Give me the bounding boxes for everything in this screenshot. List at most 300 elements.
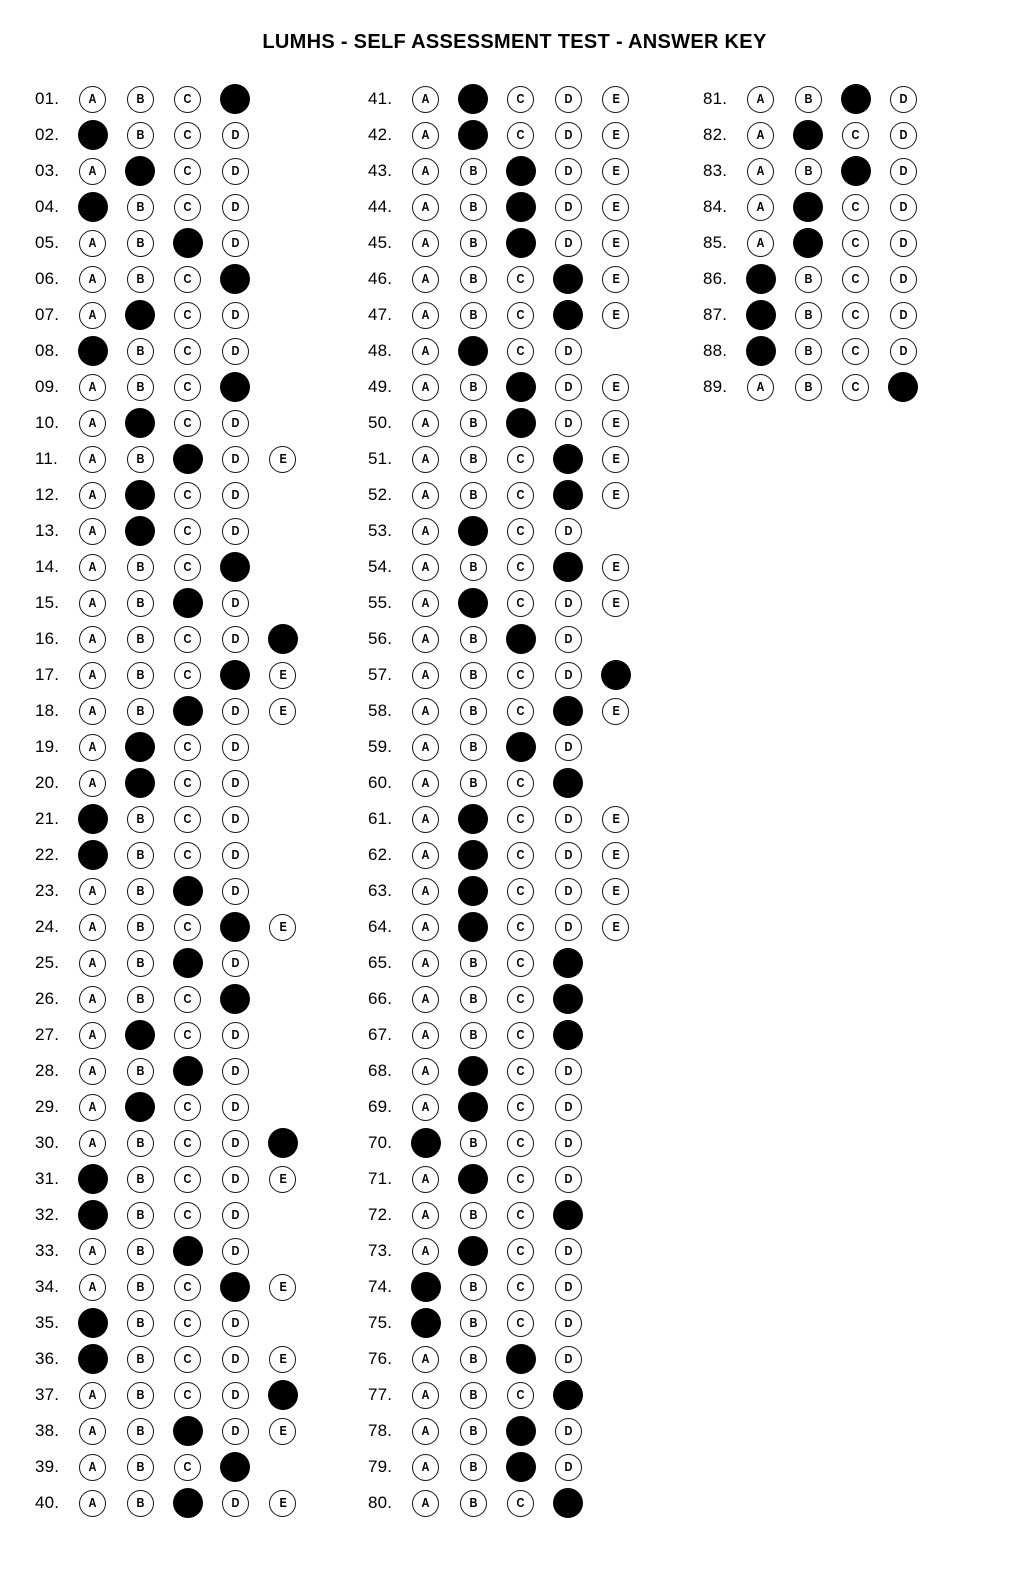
option-bubble-a — [412, 770, 439, 797]
question-number: 66. — [368, 989, 393, 1008]
option-letter: A — [88, 1459, 97, 1474]
option-slot-c — [497, 765, 545, 801]
option-letter: B — [469, 163, 478, 178]
option-slot-d — [212, 1449, 260, 1485]
option-bubble-c — [507, 590, 534, 617]
option-slot-d — [212, 225, 260, 261]
answer-bubble-filled-b — [458, 912, 488, 942]
option-letter: B — [469, 379, 478, 394]
answer-bubble-filled-b — [125, 300, 155, 330]
option-letter: C — [516, 1135, 525, 1150]
option-slot-c — [164, 549, 212, 585]
option-slot-c — [164, 1305, 212, 1341]
answer-bubble-filled-d — [220, 264, 250, 294]
option-letter: C — [516, 595, 525, 610]
option-bubble-c — [174, 1202, 201, 1229]
option-slot-a — [737, 117, 785, 153]
answer-bubble-filled-b — [793, 192, 823, 222]
option-bubble-a — [412, 1022, 439, 1049]
option-letter: A — [421, 1099, 430, 1114]
option-letter: C — [183, 487, 192, 502]
option-slot-d — [545, 81, 593, 117]
answer-bubble-filled-a — [746, 300, 776, 330]
option-bubble-d — [222, 1166, 249, 1193]
option-slot-c — [164, 1485, 212, 1521]
option-letter: D — [231, 1423, 240, 1438]
option-slot-d — [212, 693, 260, 729]
option-slot-c — [164, 1269, 212, 1305]
question-row — [35, 765, 307, 801]
option-letter: C — [183, 919, 192, 934]
option-slot-a — [402, 1485, 450, 1521]
question-row — [35, 153, 307, 189]
option-bubble-d — [222, 734, 249, 761]
question-number: 17. — [35, 665, 60, 684]
option-letter: E — [612, 163, 620, 178]
option-slot-c — [164, 693, 212, 729]
question-number: 27. — [35, 1025, 60, 1044]
option-slot-a — [402, 945, 450, 981]
option-slot-b — [785, 333, 833, 369]
option-slot-a — [402, 153, 450, 189]
answer-bubble-filled-b — [458, 516, 488, 546]
option-letter: D — [899, 127, 908, 142]
option-slot-a — [402, 81, 450, 117]
option-bubble-b — [127, 1310, 154, 1337]
option-slot-a — [737, 225, 785, 261]
option-bubble-b — [460, 302, 487, 329]
question-row — [368, 1377, 640, 1413]
option-letter: C — [183, 307, 192, 322]
option-bubble-d — [222, 338, 249, 365]
option-slot-b — [117, 1125, 165, 1161]
option-letter: A — [421, 271, 430, 286]
answer-bubble-filled-b — [458, 120, 488, 150]
option-letter: C — [183, 631, 192, 646]
option-bubble-c — [842, 266, 869, 293]
option-bubble-d — [555, 1058, 582, 1085]
option-slot-e — [259, 657, 307, 693]
option-slot-e — [592, 477, 640, 513]
answer-bubble-filled-d — [553, 1200, 583, 1230]
option-slot-c — [497, 1197, 545, 1233]
option-letter: A — [88, 1027, 97, 1042]
option-bubble-a — [79, 1490, 106, 1517]
option-slot-c — [164, 117, 212, 153]
question-row — [35, 1161, 307, 1197]
option-slot-b — [117, 1053, 165, 1089]
option-slot-d — [212, 1377, 260, 1413]
option-letter: B — [136, 235, 145, 250]
option-letter: D — [564, 1171, 573, 1186]
option-bubble-d — [222, 446, 249, 473]
question-number: 21. — [35, 809, 60, 828]
option-slot-c — [164, 81, 212, 117]
option-bubble-d — [555, 1454, 582, 1481]
option-slot-b — [450, 1449, 498, 1485]
option-letter: A — [421, 91, 430, 106]
option-bubble-c — [842, 230, 869, 257]
option-slot-c — [164, 513, 212, 549]
option-letter: D — [564, 235, 573, 250]
option-bubble-c — [174, 1310, 201, 1337]
question-row — [35, 1449, 307, 1485]
option-slot-a — [69, 1233, 117, 1269]
question-number: 61. — [368, 809, 393, 828]
option-bubble-a — [79, 554, 106, 581]
option-slot-b — [117, 1449, 165, 1485]
option-letter: B — [469, 235, 478, 250]
option-slot-a — [69, 1341, 117, 1377]
option-letter: B — [136, 703, 145, 718]
option-slot-e — [592, 117, 640, 153]
option-bubble-d — [555, 86, 582, 113]
option-slot-c — [497, 873, 545, 909]
option-slot-c — [164, 405, 212, 441]
option-bubble-a — [412, 518, 439, 545]
option-slot-b — [450, 513, 498, 549]
option-letter: A — [421, 919, 430, 934]
option-slot-c — [497, 261, 545, 297]
option-letter: D — [231, 199, 240, 214]
option-bubble-e — [602, 158, 629, 185]
option-slot-c — [497, 1017, 545, 1053]
option-letter: B — [136, 1423, 145, 1438]
option-letter: D — [899, 343, 908, 358]
option-bubble-a — [412, 122, 439, 149]
option-slot-a — [69, 801, 117, 837]
option-bubble-b — [127, 446, 154, 473]
option-bubble-a — [747, 158, 774, 185]
option-letter: B — [469, 991, 478, 1006]
option-letter: A — [88, 235, 97, 250]
option-letter: E — [612, 595, 620, 610]
question-row — [35, 1089, 307, 1125]
option-bubble-d — [222, 122, 249, 149]
option-letter: C — [183, 559, 192, 574]
question-number: 42. — [368, 125, 393, 144]
option-letter: D — [899, 91, 908, 106]
option-slot-c — [497, 369, 545, 405]
answer-bubble-filled-c — [506, 372, 536, 402]
option-letter: A — [421, 487, 430, 502]
option-slot-c — [164, 225, 212, 261]
option-slot-c — [497, 297, 545, 333]
option-letter: D — [231, 343, 240, 358]
option-bubble-a — [79, 302, 106, 329]
option-letter: C — [183, 1207, 192, 1222]
option-bubble-c — [174, 1094, 201, 1121]
option-letter: C — [516, 91, 525, 106]
option-bubble-a — [79, 1274, 106, 1301]
answer-bubble-filled-b — [125, 1020, 155, 1050]
option-letter: A — [88, 1063, 97, 1078]
option-slot-c — [497, 1161, 545, 1197]
option-letter: E — [612, 487, 620, 502]
option-slot-a — [69, 621, 117, 657]
option-bubble-a — [79, 950, 106, 977]
option-letter: C — [183, 739, 192, 754]
answer-bubble-filled-d — [553, 696, 583, 726]
option-slot-b — [117, 1377, 165, 1413]
option-bubble-d — [222, 1094, 249, 1121]
option-bubble-e — [602, 482, 629, 509]
option-letter: B — [804, 271, 813, 286]
option-slot-a — [402, 1089, 450, 1125]
option-letter: B — [136, 1459, 145, 1474]
option-slot-d — [545, 1269, 593, 1305]
option-slot-a — [69, 1449, 117, 1485]
option-letter: B — [469, 307, 478, 322]
option-letter: B — [136, 1315, 145, 1330]
option-slot-d — [545, 585, 593, 621]
option-slot-a — [402, 729, 450, 765]
option-slot-e — [259, 693, 307, 729]
option-letter: C — [851, 271, 860, 286]
question-row — [368, 909, 640, 945]
question-row — [35, 657, 307, 693]
option-slot-b — [450, 117, 498, 153]
option-slot-c — [497, 693, 545, 729]
option-slot-d — [212, 729, 260, 765]
option-letter: D — [564, 667, 573, 682]
answer-bubble-filled-b — [125, 516, 155, 546]
question-row — [35, 585, 307, 621]
option-slot-c — [497, 513, 545, 549]
question-number: 36. — [35, 1349, 60, 1368]
option-slot-d — [212, 117, 260, 153]
answer-bubble-filled-b — [458, 1092, 488, 1122]
option-letter: A — [421, 1027, 430, 1042]
option-bubble-a — [412, 1346, 439, 1373]
question-row — [35, 801, 307, 837]
question-row — [368, 1413, 640, 1449]
question-number: 53. — [368, 521, 393, 540]
option-letter: A — [421, 1171, 430, 1186]
option-slot-d — [212, 333, 260, 369]
option-slot-e — [592, 225, 640, 261]
option-slot-a — [69, 261, 117, 297]
option-slot-b — [450, 1341, 498, 1377]
option-slot-b — [450, 801, 498, 837]
option-bubble-d — [555, 230, 582, 257]
question-number: 79. — [368, 1457, 393, 1476]
option-slot-b — [117, 153, 165, 189]
option-letter: D — [231, 127, 240, 142]
option-bubble-c — [174, 1130, 201, 1157]
option-bubble-c — [174, 554, 201, 581]
option-slot-b — [117, 1305, 165, 1341]
option-bubble-d — [555, 1166, 582, 1193]
option-bubble-a — [412, 482, 439, 509]
answer-bubble-filled-c — [506, 156, 536, 186]
answer-bubble-filled-c — [173, 1416, 203, 1446]
option-slot-d — [545, 225, 593, 261]
option-bubble-b — [460, 446, 487, 473]
option-bubble-b — [127, 194, 154, 221]
option-letter: E — [612, 199, 620, 214]
option-bubble-b — [127, 374, 154, 401]
option-letter: C — [183, 199, 192, 214]
option-slot-a — [69, 765, 117, 801]
question-number: 47. — [368, 305, 393, 324]
answer-bubble-filled-d — [220, 660, 250, 690]
option-slot-c — [497, 657, 545, 693]
question-row — [368, 81, 640, 117]
question-number: 25. — [35, 953, 60, 972]
option-bubble-b — [127, 950, 154, 977]
question-row — [35, 1053, 307, 1089]
option-letter: B — [469, 703, 478, 718]
option-letter: C — [183, 1171, 192, 1186]
option-slot-b — [450, 333, 498, 369]
option-letter: A — [88, 1279, 97, 1294]
option-slot-b — [785, 225, 833, 261]
option-bubble-e — [269, 914, 296, 941]
option-slot-e — [592, 153, 640, 189]
option-letter: B — [469, 415, 478, 430]
option-slot-d — [545, 621, 593, 657]
option-slot-a — [402, 621, 450, 657]
option-slot-c — [497, 441, 545, 477]
option-letter: C — [183, 1027, 192, 1042]
option-slot-e — [592, 297, 640, 333]
answer-bubble-filled-d — [553, 1380, 583, 1410]
answer-bubble-filled-a — [746, 336, 776, 366]
option-bubble-a — [79, 1058, 106, 1085]
option-slot-b — [117, 225, 165, 261]
question-number: 11. — [35, 449, 58, 468]
answer-bubble-filled-d — [220, 552, 250, 582]
option-letter: C — [183, 667, 192, 682]
option-bubble-c — [174, 122, 201, 149]
option-slot-b — [117, 1017, 165, 1053]
option-letter: C — [516, 1315, 525, 1330]
option-letter: D — [231, 595, 240, 610]
option-slot-d — [545, 1017, 593, 1053]
question-number: 26. — [35, 989, 60, 1008]
option-letter: D — [231, 1171, 240, 1186]
option-letter: B — [136, 1135, 145, 1150]
question-row — [368, 1161, 640, 1197]
option-bubble-b — [127, 1058, 154, 1085]
option-slot-a — [402, 765, 450, 801]
option-bubble-b — [460, 662, 487, 689]
option-slot-d — [545, 981, 593, 1017]
option-slot-a — [402, 873, 450, 909]
option-bubble-a — [79, 158, 106, 185]
question-number: 09. — [35, 377, 60, 396]
option-bubble-e — [602, 194, 629, 221]
option-slot-e — [592, 369, 640, 405]
option-slot-b — [117, 1089, 165, 1125]
question-row — [35, 477, 307, 513]
option-slot-c — [497, 1413, 545, 1449]
option-slot-d — [212, 153, 260, 189]
option-slot-b — [117, 945, 165, 981]
option-letter: A — [88, 559, 97, 574]
answer-bubble-filled-d — [553, 1488, 583, 1518]
option-bubble-d — [222, 1238, 249, 1265]
answer-bubble-filled-a — [78, 804, 108, 834]
question-number: 48. — [368, 341, 393, 360]
option-slot-b — [450, 477, 498, 513]
option-bubble-a — [79, 878, 106, 905]
option-letter: A — [421, 595, 430, 610]
option-slot-c — [832, 153, 880, 189]
option-bubble-b — [127, 266, 154, 293]
option-slot-d — [545, 1413, 593, 1449]
option-bubble-a — [412, 1490, 439, 1517]
option-letter: A — [421, 127, 430, 142]
option-slot-b — [785, 189, 833, 225]
option-bubble-c — [507, 986, 534, 1013]
answer-bubble-filled-c — [506, 408, 536, 438]
option-bubble-a — [747, 194, 774, 221]
option-letter: E — [612, 379, 620, 394]
option-letter: D — [231, 1207, 240, 1222]
option-bubble-b — [460, 374, 487, 401]
option-bubble-c — [842, 374, 869, 401]
option-slot-b — [785, 153, 833, 189]
question-row — [703, 225, 927, 261]
question-row — [368, 189, 640, 225]
option-slot-c — [164, 1125, 212, 1161]
option-slot-a — [69, 333, 117, 369]
option-bubble-b — [127, 1274, 154, 1301]
answer-bubble-filled-b — [458, 1056, 488, 1086]
option-slot-d — [212, 837, 260, 873]
answer-bubble-filled-d — [220, 1452, 250, 1482]
option-bubble-a — [79, 734, 106, 761]
option-slot-e — [259, 1269, 307, 1305]
option-slot-c — [832, 117, 880, 153]
option-letter: A — [756, 379, 765, 394]
option-letter: D — [231, 523, 240, 538]
option-slot-a — [69, 981, 117, 1017]
option-bubble-c — [174, 626, 201, 653]
option-slot-d — [545, 1053, 593, 1089]
option-slot-b — [450, 297, 498, 333]
option-bubble-a — [412, 914, 439, 941]
option-letter: B — [469, 739, 478, 754]
option-bubble-a — [412, 626, 439, 653]
option-slot-a — [69, 477, 117, 513]
option-slot-d — [545, 261, 593, 297]
option-slot-b — [117, 837, 165, 873]
option-letter: D — [564, 1351, 573, 1366]
option-slot-b — [450, 1305, 498, 1341]
option-slot-c — [164, 1161, 212, 1197]
option-slot-c — [164, 1233, 212, 1269]
question-number: 59. — [368, 737, 393, 756]
option-slot-a — [69, 1161, 117, 1197]
answer-bubble-filled-c — [841, 84, 871, 114]
option-bubble-a — [79, 986, 106, 1013]
option-bubble-d — [890, 158, 917, 185]
question-row — [368, 657, 640, 693]
option-slot-c — [164, 1449, 212, 1485]
option-letter: B — [469, 1387, 478, 1402]
answer-column-3 — [703, 81, 927, 405]
option-letter: D — [231, 1387, 240, 1402]
question-number: 16. — [35, 629, 60, 648]
option-bubble-c — [507, 1238, 534, 1265]
option-letter: C — [183, 415, 192, 430]
option-letter: B — [469, 1495, 478, 1510]
question-number: 56. — [368, 629, 393, 648]
option-bubble-e — [602, 806, 629, 833]
